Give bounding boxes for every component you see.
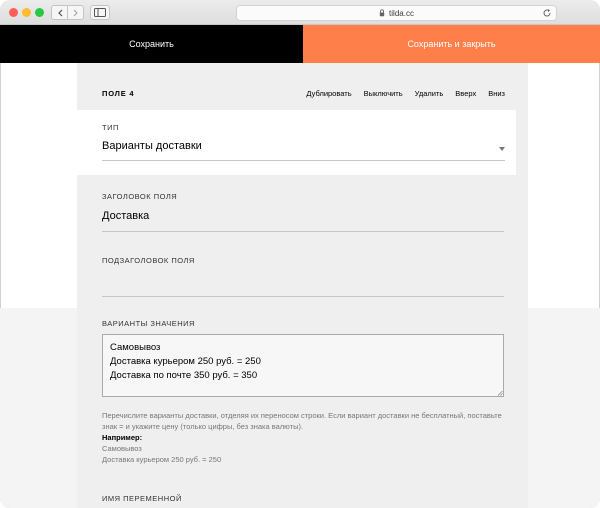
options-label: ВАРИАНТЫ ЗНАЧЕНИЯ xyxy=(102,319,195,328)
type-select-underline xyxy=(102,160,505,161)
field-title: ПОЛЕ 4 xyxy=(102,89,135,98)
field-header-value: Доставка xyxy=(102,210,150,222)
move-down-link[interactable]: Вниз xyxy=(488,89,505,98)
field-subheader-label: ПОДЗАГОЛОВОК ПОЛЯ xyxy=(102,256,195,265)
history-nav xyxy=(51,5,84,20)
type-select[interactable] xyxy=(102,138,505,164)
browser-toolbar xyxy=(0,0,600,25)
sidebar-toggle-button[interactable] xyxy=(90,5,110,20)
close-window-button[interactable] xyxy=(9,8,18,17)
delete-link[interactable]: Удалить xyxy=(414,89,444,98)
address-bar[interactable] xyxy=(236,5,557,21)
url-text: tilda.cc xyxy=(389,8,414,18)
hint-example-line: Доставка курьером 250 руб. = 250 xyxy=(102,455,222,464)
variable-name-label: ИМЯ ПЕРЕМЕННОЙ xyxy=(102,494,182,503)
minimize-window-button[interactable] xyxy=(22,8,31,17)
save-and-close-button[interactable]: Сохранить и закрыть xyxy=(303,25,600,63)
hint-example-label: Например: xyxy=(102,433,143,442)
hint-example-line: Самовывоз xyxy=(102,444,142,453)
save-button[interactable]: Сохранить xyxy=(0,25,303,63)
options-textarea[interactable]: Самовывоз Доставка курьером 250 руб. = 250 Доставка по почте 350 руб. = 350 xyxy=(102,334,504,397)
type-label: ТИП xyxy=(102,123,119,132)
field-settings-panel xyxy=(77,63,528,508)
field-header-label: ЗАГОЛОВОК ПОЛЯ xyxy=(102,192,178,201)
field-subheader-underline xyxy=(102,296,504,297)
field-subheader-input[interactable] xyxy=(102,273,504,298)
field-actions xyxy=(306,89,505,98)
chevron-left-icon xyxy=(57,9,63,17)
hint-text: Перечислите варианты доставки, отделяя их переносом строки. Если вариант доставки не бесплатный, поставьте знак = и укажите цену (только цифры, без знака валюты). xyxy=(102,411,502,431)
type-select-value: Варианты доставки xyxy=(102,140,202,152)
maximize-window-button[interactable] xyxy=(35,8,44,17)
duplicate-link[interactable]: Дублировать xyxy=(306,89,352,98)
dropdown-arrow-icon xyxy=(499,147,505,151)
field-header-input[interactable] xyxy=(102,208,504,233)
lock-icon xyxy=(379,9,385,17)
back-button[interactable] xyxy=(52,6,68,19)
field-header-underline xyxy=(102,231,504,232)
chevron-right-icon xyxy=(73,9,79,17)
reload-icon[interactable] xyxy=(542,8,552,18)
disable-link[interactable]: Выключить xyxy=(363,89,403,98)
forward-button[interactable] xyxy=(68,6,83,19)
sidebar-icon xyxy=(94,8,106,17)
options-hint xyxy=(102,410,502,465)
move-up-link[interactable]: Вверх xyxy=(455,89,477,98)
field-header xyxy=(102,89,505,101)
type-section xyxy=(68,110,516,175)
